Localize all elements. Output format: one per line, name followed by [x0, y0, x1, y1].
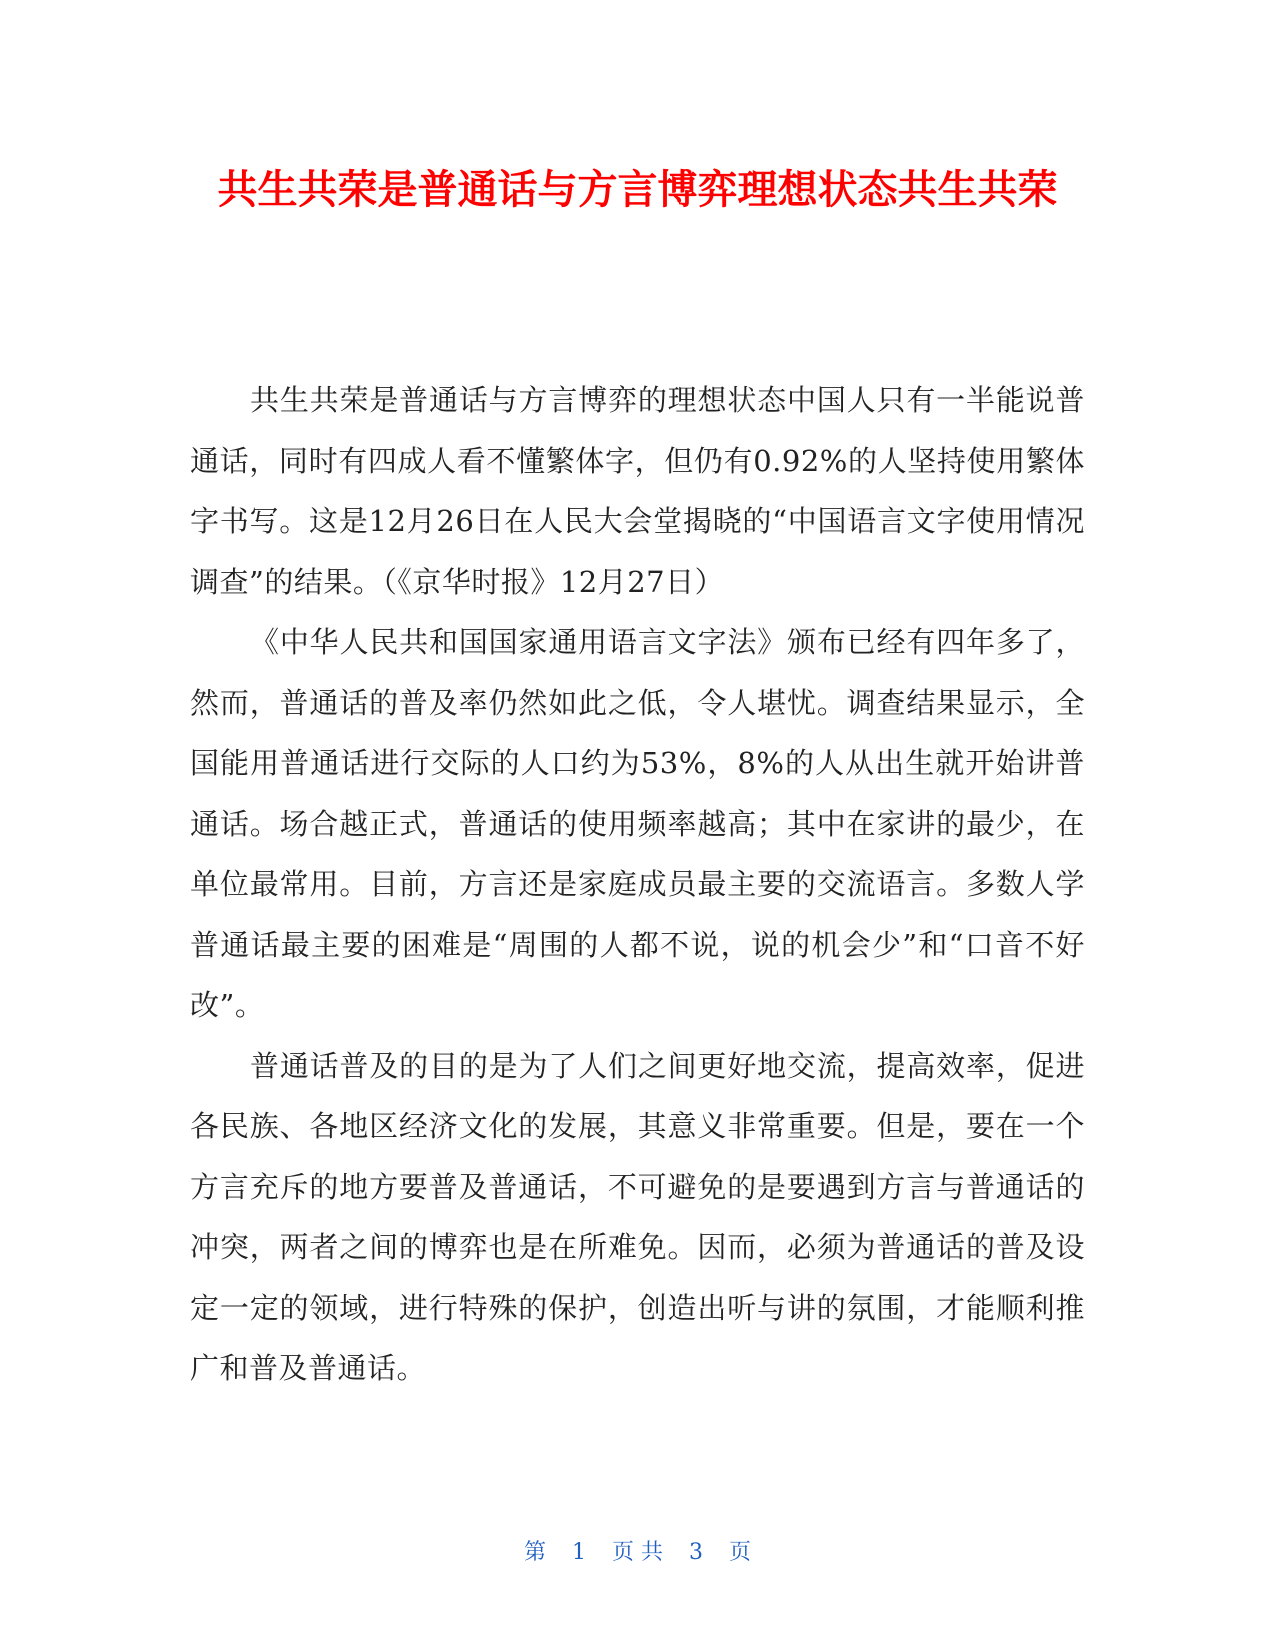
total-page-count: 3: [689, 1540, 703, 1565]
page-footer: [0, 1538, 1275, 1568]
document-body: [190, 370, 1085, 1399]
paragraph-2: 《中华人民共和国国家通用语言文字法》颁布已经有四年多了，然而，普通话的普及率仍然如此之低，令人堪忧。调查结果显示，全国能用普通话进行交际的人口约为53%，8%的人从出生就开始讲普通话。场合越正式，普通话的使用频率越高；其中在家讲的最少，在单位最常用。目前，方言还是家庭成员最主要的交流语言。多数人学普通话最主要的困难是“周围的人都不说，说的机会少”和“口音不好改”。: [190, 625, 1085, 1022]
paragraph-1: 共生共荣是普通话与方言博弈的理想状态中国人只有一半能说普通话，同时有四成人看不懂繁体字，但仍有0.92%的人坚持使用繁体字书写。这是12月26日在人民大会堂揭晓的“中国语言文字使用情况调查”的结果。（《京华时报》12月27日）: [190, 383, 1085, 599]
page-label-middle: 页 共: [612, 1540, 663, 1565]
page-label-suffix: 页: [729, 1540, 752, 1565]
current-page-number: 1: [572, 1540, 586, 1565]
paragraph-3: 普通话普及的目的是为了人们之间更好地交流，提高效率，促进各民族、各地区经济文化的发展，其意义非常重要。但是，要在一个方言充斥的地方要普及普通话，不可避免的是要遇到方言与普通话的冲突，两者之间的博弈也是在所难免。因而，必须为普通话的普及设定一定的领域，进行特殊的保护，创造出听与讲的氛围，才能顺利推广和普及普通话。: [190, 1048, 1085, 1385]
document-title: 共生共荣是普通话与方言博弈理想状态共生共荣: [217, 167, 1058, 213]
page-label-prefix: 第: [523, 1540, 546, 1565]
